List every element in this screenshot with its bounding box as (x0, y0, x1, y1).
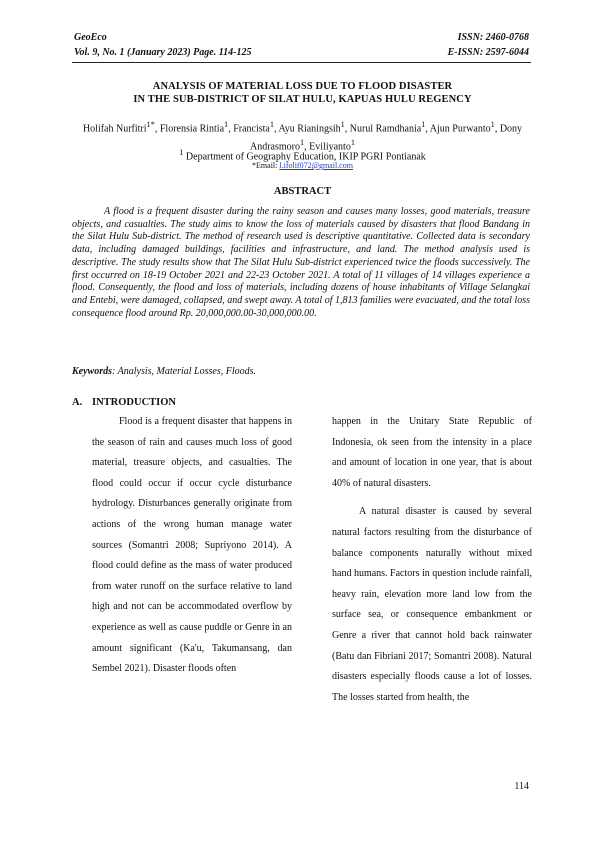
section-title: INTRODUCTION (92, 397, 177, 408)
author-separator: , (494, 123, 500, 135)
abstract-heading: ABSTRACT (273, 186, 332, 197)
author-name: Florensia Rintia (159, 123, 225, 135)
author-affiliation-marker: 1 (224, 120, 229, 129)
paragraph: A natural disaster is caused by several natural factors resulting from the disturbance of balance components naturally without mixed hand humans. Factors in question include rainfall, heavy rain, elevation more land low from the surface sea, or consequence embankment or Genre a river that cannot hold back rainwater (Batu dan Fibriani 2017; Somantri 2008). Natural disasters especially floods cause a lot of losses. The losses started from health, the (332, 506, 532, 703)
eissn: E-ISSN: 2597-6044 (447, 47, 529, 58)
author-separator: , (154, 123, 160, 135)
author-name: Ayu Rianingsih (278, 123, 341, 135)
section-heading (72, 397, 176, 408)
author-affiliation-marker: 1 (421, 120, 426, 129)
author-separator: , (344, 123, 350, 135)
author-affiliation-marker: 1 (299, 138, 305, 148)
abstract-body: A flood is a frequent disaster during the rainy season and causes many losses, good materials, treasure objects, and casualties. The study aims to know the loss of materials caused by disasters that flood Bandang in the Silat Hulu Sub-district. The method of research used is descriptive quantitative. Collected data is secondary data, including damaged buildings, facilities and infrastructure, and land. The method analysis used is descriptive. The study results show that The Silat Hulu Sub-district experienced twice the floods successively. The first occurred on 18-19 October 2021 and 22-23 October 2021. A total of 11 villages of 14 villages experience a flood. Consequently, the flood and loss of materials, including dozens of house inhabitants of Village Selangkai and Entebi, were damaged, collapsed, and swept away. A total of 1,813 families were evacuated, and the total loss consequence flood around Rp. 20,000,000.00-30,000,000.00. (72, 206, 530, 319)
author-affiliation-marker: 1 (340, 120, 345, 129)
author-affiliation-marker: 1 (490, 120, 495, 129)
author-separator: , (304, 141, 310, 153)
paper-title-line-2: IN THE SUB-DISTRICT OF SILAT HULU, KAPUAS HULU REGENCY (133, 94, 472, 105)
keywords-line (72, 366, 256, 377)
author-separator: , (228, 123, 234, 135)
affiliation-marker: 1 (179, 148, 184, 157)
author-affiliation-marker: 1 (350, 138, 355, 148)
email-line (70, 160, 535, 171)
affiliation-text: Department of Geography Education, IKIP PGRI Pontianak (185, 151, 426, 163)
author-name: Francista (233, 123, 270, 135)
paper-title (70, 80, 535, 106)
body-column-left (92, 412, 292, 680)
email-label: *Email: (252, 161, 278, 170)
email-link[interactable]: l.ifolif072@gmail.com (279, 161, 353, 170)
journal-header-right (448, 30, 529, 60)
author-name: Dony Andrasmoro (249, 123, 523, 153)
body-column-right (332, 412, 532, 708)
journal-header-left (74, 30, 252, 60)
journal-issue: Vol. 9, No. 1 (January 2023) Page. 114-125 (74, 47, 252, 58)
author-affiliation-marker: 1 (269, 120, 275, 129)
page-number: 114 (514, 781, 529, 792)
header-divider (72, 62, 531, 63)
author-name: Eviliyanto (309, 141, 351, 153)
paper-title-line-1: ANALYSIS OF MATERIAL LOSS DUE TO FLOOD DISASTER (152, 81, 453, 92)
keywords-text: : Analysis, Material Losses, Floods. (112, 366, 256, 377)
journal-name: GeoEco (74, 32, 107, 43)
paragraph: Flood is a frequent disaster that happens in the season of rain and causes much loss of good material, treasure objects, and casualties. The flood could occur if occur cycle disturbance hydrology. Disturbances generally originate from actions of the wrong human manage water sources (Somantri 2008; Supriyono 2014). A flood could define as the mass of water produced from water runoff on the surface relative to land high and not can be accommodated overflow by experience as well as cause puddle or Genre in an amount significant (Ka'u, Takumansang, dan Sembel 2021). Disaster floods often (92, 416, 292, 675)
author-separator: , (274, 123, 279, 135)
author-name: Holifah Nurfitri (82, 123, 147, 135)
author-name: Ajun Purwanto (429, 123, 491, 135)
author-name: Nurul Ramdhania (349, 123, 422, 135)
section-number: A. (72, 397, 83, 408)
keywords-label: Keywords (72, 366, 112, 377)
issn: ISSN: 2460-0768 (457, 32, 529, 43)
paragraph: happen in the Unitary State Republic of Indonesia, ok seen from the intensity in a place and amount of location in one year, that is about 40% of natural disasters. (332, 416, 532, 489)
author-separator: , (425, 123, 430, 135)
author-affiliation-marker: 1* (146, 120, 155, 129)
